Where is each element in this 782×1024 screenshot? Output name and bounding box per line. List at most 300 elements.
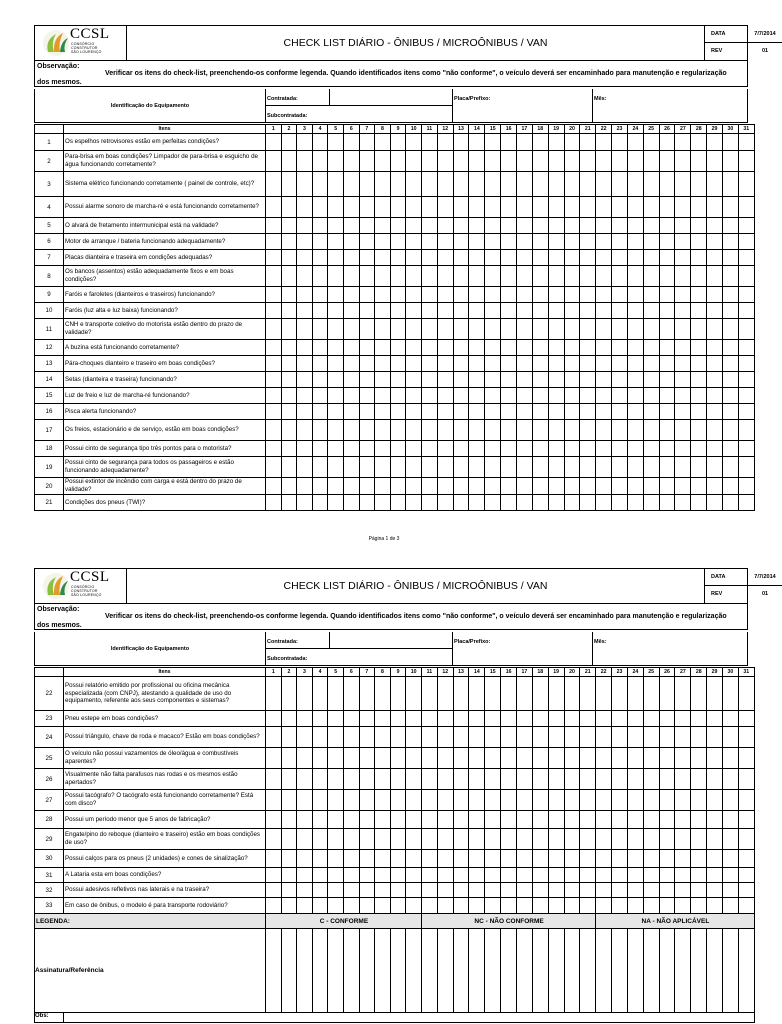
signature-cell[interactable] <box>564 929 580 1013</box>
day-check-cell[interactable] <box>707 372 723 388</box>
day-check-cell[interactable] <box>421 495 437 511</box>
day-check-cell[interactable] <box>469 748 485 769</box>
day-check-cell[interactable] <box>297 711 313 727</box>
day-check-cell[interactable] <box>406 266 422 287</box>
day-check-cell[interactable] <box>580 340 596 356</box>
day-check-cell[interactable] <box>548 287 564 303</box>
day-check-cell[interactable] <box>406 356 422 372</box>
day-check-cell[interactable] <box>548 420 564 441</box>
day-check-cell[interactable] <box>375 197 391 218</box>
day-check-cell[interactable] <box>596 197 612 218</box>
day-check-cell[interactable] <box>580 404 596 420</box>
day-check-cell[interactable] <box>659 319 675 340</box>
day-check-cell[interactable] <box>343 868 359 883</box>
day-check-cell[interactable] <box>532 748 548 769</box>
day-check-cell[interactable] <box>643 372 659 388</box>
day-check-cell[interactable] <box>312 898 328 914</box>
day-check-cell[interactable] <box>612 829 628 850</box>
signature-cell[interactable] <box>343 929 359 1013</box>
day-check-cell[interactable] <box>564 790 580 811</box>
day-check-cell[interactable] <box>328 266 344 287</box>
day-check-cell[interactable] <box>485 829 501 850</box>
day-check-cell[interactable] <box>359 234 375 250</box>
day-check-cell[interactable] <box>501 266 517 287</box>
day-check-cell[interactable] <box>722 197 738 218</box>
day-check-cell[interactable] <box>437 134 453 151</box>
signature-cell[interactable] <box>738 929 754 1013</box>
day-check-cell[interactable] <box>390 748 406 769</box>
day-check-cell[interactable] <box>548 495 564 511</box>
day-check-cell[interactable] <box>485 356 501 372</box>
day-check-cell[interactable] <box>707 478 723 495</box>
day-check-cell[interactable] <box>297 404 313 420</box>
day-check-cell[interactable] <box>485 677 501 711</box>
day-check-cell[interactable] <box>328 883 344 898</box>
day-check-cell[interactable] <box>390 319 406 340</box>
day-check-cell[interactable] <box>485 883 501 898</box>
day-check-cell[interactable] <box>312 883 328 898</box>
day-check-cell[interactable] <box>453 677 469 711</box>
day-check-cell[interactable] <box>281 727 297 748</box>
day-check-cell[interactable] <box>627 404 643 420</box>
day-check-cell[interactable] <box>343 850 359 868</box>
day-check-cell[interactable] <box>612 711 628 727</box>
day-check-cell[interactable] <box>691 478 707 495</box>
day-check-cell[interactable] <box>375 790 391 811</box>
day-check-cell[interactable] <box>532 790 548 811</box>
day-check-cell[interactable] <box>612 790 628 811</box>
obs-field[interactable] <box>64 1013 755 1023</box>
signature-cell[interactable] <box>659 929 675 1013</box>
day-check-cell[interactable] <box>707 234 723 250</box>
day-check-cell[interactable] <box>722 868 738 883</box>
day-check-cell[interactable] <box>421 829 437 850</box>
day-check-cell[interactable] <box>627 340 643 356</box>
day-check-cell[interactable] <box>612 287 628 303</box>
day-check-cell[interactable] <box>406 134 422 151</box>
day-check-cell[interactable] <box>406 234 422 250</box>
day-check-cell[interactable] <box>421 250 437 266</box>
day-check-cell[interactable] <box>627 250 643 266</box>
day-check-cell[interactable] <box>266 134 282 151</box>
day-check-cell[interactable] <box>485 197 501 218</box>
day-check-cell[interactable] <box>517 266 533 287</box>
day-check-cell[interactable] <box>437 478 453 495</box>
day-check-cell[interactable] <box>266 234 282 250</box>
day-check-cell[interactable] <box>738 372 754 388</box>
signature-cell[interactable] <box>627 929 643 1013</box>
day-check-cell[interactable] <box>375 868 391 883</box>
day-check-cell[interactable] <box>612 478 628 495</box>
day-check-cell[interactable] <box>406 218 422 234</box>
day-check-cell[interactable] <box>281 266 297 287</box>
day-check-cell[interactable] <box>738 811 754 829</box>
day-check-cell[interactable] <box>738 287 754 303</box>
day-check-cell[interactable] <box>281 372 297 388</box>
day-check-cell[interactable] <box>675 404 691 420</box>
day-check-cell[interactable] <box>691 677 707 711</box>
day-check-cell[interactable] <box>707 898 723 914</box>
day-check-cell[interactable] <box>406 441 422 457</box>
day-check-cell[interactable] <box>421 319 437 340</box>
day-check-cell[interactable] <box>548 151 564 172</box>
day-check-cell[interactable] <box>406 287 422 303</box>
day-check-cell[interactable] <box>612 883 628 898</box>
day-check-cell[interactable] <box>501 711 517 727</box>
day-check-cell[interactable] <box>564 829 580 850</box>
day-check-cell[interactable] <box>421 404 437 420</box>
day-check-cell[interactable] <box>675 883 691 898</box>
day-check-cell[interactable] <box>627 372 643 388</box>
day-check-cell[interactable] <box>406 711 422 727</box>
day-check-cell[interactable] <box>390 151 406 172</box>
day-check-cell[interactable] <box>738 234 754 250</box>
day-check-cell[interactable] <box>375 303 391 319</box>
day-check-cell[interactable] <box>359 372 375 388</box>
day-check-cell[interactable] <box>532 769 548 790</box>
day-check-cell[interactable] <box>453 218 469 234</box>
day-check-cell[interactable] <box>675 898 691 914</box>
day-check-cell[interactable] <box>359 727 375 748</box>
day-check-cell[interactable] <box>596 250 612 266</box>
day-check-cell[interactable] <box>281 898 297 914</box>
day-check-cell[interactable] <box>359 441 375 457</box>
day-check-cell[interactable] <box>266 898 282 914</box>
day-check-cell[interactable] <box>328 769 344 790</box>
day-check-cell[interactable] <box>738 266 754 287</box>
signature-cell[interactable] <box>421 929 437 1013</box>
day-check-cell[interactable] <box>453 172 469 197</box>
day-check-cell[interactable] <box>675 727 691 748</box>
day-check-cell[interactable] <box>517 303 533 319</box>
day-check-cell[interactable] <box>485 172 501 197</box>
day-check-cell[interactable] <box>643 420 659 441</box>
day-check-cell[interactable] <box>691 868 707 883</box>
day-check-cell[interactable] <box>643 883 659 898</box>
day-check-cell[interactable] <box>453 319 469 340</box>
day-check-cell[interactable] <box>343 234 359 250</box>
day-check-cell[interactable] <box>643 197 659 218</box>
day-check-cell[interactable] <box>659 769 675 790</box>
day-check-cell[interactable] <box>328 287 344 303</box>
day-check-cell[interactable] <box>738 769 754 790</box>
day-check-cell[interactable] <box>580 388 596 404</box>
day-check-cell[interactable] <box>627 356 643 372</box>
day-check-cell[interactable] <box>707 319 723 340</box>
day-check-cell[interactable] <box>691 495 707 511</box>
day-check-cell[interactable] <box>375 495 391 511</box>
day-check-cell[interactable] <box>359 829 375 850</box>
day-check-cell[interactable] <box>738 727 754 748</box>
day-check-cell[interactable] <box>328 388 344 404</box>
day-check-cell[interactable] <box>707 677 723 711</box>
day-check-cell[interactable] <box>312 340 328 356</box>
day-check-cell[interactable] <box>612 495 628 511</box>
day-check-cell[interactable] <box>532 711 548 727</box>
signature-cell[interactable] <box>453 929 469 1013</box>
day-check-cell[interactable] <box>437 404 453 420</box>
day-check-cell[interactable] <box>266 769 282 790</box>
day-check-cell[interactable] <box>643 134 659 151</box>
day-check-cell[interactable] <box>722 172 738 197</box>
day-check-cell[interactable] <box>659 811 675 829</box>
day-check-cell[interactable] <box>453 404 469 420</box>
day-check-cell[interactable] <box>437 898 453 914</box>
day-check-cell[interactable] <box>359 811 375 829</box>
day-check-cell[interactable] <box>580 811 596 829</box>
day-check-cell[interactable] <box>675 372 691 388</box>
day-check-cell[interactable] <box>421 340 437 356</box>
day-check-cell[interactable] <box>659 287 675 303</box>
day-check-cell[interactable] <box>738 388 754 404</box>
day-check-cell[interactable] <box>343 319 359 340</box>
day-check-cell[interactable] <box>659 404 675 420</box>
day-check-cell[interactable] <box>469 829 485 850</box>
day-check-cell[interactable] <box>517 811 533 829</box>
day-check-cell[interactable] <box>297 372 313 388</box>
day-check-cell[interactable] <box>691 883 707 898</box>
day-check-cell[interactable] <box>564 372 580 388</box>
day-check-cell[interactable] <box>517 287 533 303</box>
day-check-cell[interactable] <box>596 172 612 197</box>
day-check-cell[interactable] <box>375 218 391 234</box>
day-check-cell[interactable] <box>328 850 344 868</box>
day-check-cell[interactable] <box>485 287 501 303</box>
signature-cell[interactable] <box>580 929 596 1013</box>
day-check-cell[interactable] <box>485 495 501 511</box>
day-check-cell[interactable] <box>691 850 707 868</box>
day-check-cell[interactable] <box>266 829 282 850</box>
day-check-cell[interactable] <box>328 303 344 319</box>
day-check-cell[interactable] <box>406 883 422 898</box>
day-check-cell[interactable] <box>375 898 391 914</box>
day-check-cell[interactable] <box>485 266 501 287</box>
contratada-field[interactable] <box>329 632 452 649</box>
day-check-cell[interactable] <box>517 457 533 478</box>
day-check-cell[interactable] <box>659 748 675 769</box>
day-check-cell[interactable] <box>266 287 282 303</box>
day-check-cell[interactable] <box>501 172 517 197</box>
day-check-cell[interactable] <box>437 850 453 868</box>
day-check-cell[interactable] <box>469 420 485 441</box>
day-check-cell[interactable] <box>738 829 754 850</box>
day-check-cell[interactable] <box>266 811 282 829</box>
day-check-cell[interactable] <box>691 319 707 340</box>
day-check-cell[interactable] <box>266 303 282 319</box>
day-check-cell[interactable] <box>281 340 297 356</box>
day-check-cell[interactable] <box>564 769 580 790</box>
day-check-cell[interactable] <box>421 234 437 250</box>
day-check-cell[interactable] <box>437 234 453 250</box>
day-check-cell[interactable] <box>675 250 691 266</box>
day-check-cell[interactable] <box>297 266 313 287</box>
day-check-cell[interactable] <box>453 769 469 790</box>
day-check-cell[interactable] <box>312 478 328 495</box>
day-check-cell[interactable] <box>343 372 359 388</box>
day-check-cell[interactable] <box>548 172 564 197</box>
signature-cell[interactable] <box>722 929 738 1013</box>
day-check-cell[interactable] <box>675 420 691 441</box>
day-check-cell[interactable] <box>359 197 375 218</box>
day-check-cell[interactable] <box>517 883 533 898</box>
day-check-cell[interactable] <box>643 478 659 495</box>
day-check-cell[interactable] <box>281 303 297 319</box>
day-check-cell[interactable] <box>406 829 422 850</box>
day-check-cell[interactable] <box>421 303 437 319</box>
day-check-cell[interactable] <box>375 234 391 250</box>
day-check-cell[interactable] <box>580 303 596 319</box>
day-check-cell[interactable] <box>675 172 691 197</box>
day-check-cell[interactable] <box>297 197 313 218</box>
day-check-cell[interactable] <box>297 319 313 340</box>
day-check-cell[interactable] <box>421 883 437 898</box>
day-check-cell[interactable] <box>517 356 533 372</box>
signature-cell[interactable] <box>328 929 344 1013</box>
day-check-cell[interactable] <box>359 266 375 287</box>
day-check-cell[interactable] <box>707 250 723 266</box>
day-check-cell[interactable] <box>722 356 738 372</box>
day-check-cell[interactable] <box>297 234 313 250</box>
day-check-cell[interactable] <box>421 372 437 388</box>
day-check-cell[interactable] <box>343 388 359 404</box>
day-check-cell[interactable] <box>297 898 313 914</box>
day-check-cell[interactable] <box>612 356 628 372</box>
day-check-cell[interactable] <box>469 197 485 218</box>
day-check-cell[interactable] <box>596 677 612 711</box>
day-check-cell[interactable] <box>738 404 754 420</box>
day-check-cell[interactable] <box>707 711 723 727</box>
day-check-cell[interactable] <box>612 388 628 404</box>
day-check-cell[interactable] <box>580 898 596 914</box>
day-check-cell[interactable] <box>375 319 391 340</box>
day-check-cell[interactable] <box>738 748 754 769</box>
day-check-cell[interactable] <box>517 134 533 151</box>
day-check-cell[interactable] <box>643 234 659 250</box>
day-check-cell[interactable] <box>281 457 297 478</box>
day-check-cell[interactable] <box>501 495 517 511</box>
day-check-cell[interactable] <box>675 829 691 850</box>
day-check-cell[interactable] <box>532 850 548 868</box>
day-check-cell[interactable] <box>517 234 533 250</box>
day-check-cell[interactable] <box>297 457 313 478</box>
signature-cell[interactable] <box>596 929 612 1013</box>
day-check-cell[interactable] <box>390 790 406 811</box>
day-check-cell[interactable] <box>297 769 313 790</box>
day-check-cell[interactable] <box>359 868 375 883</box>
day-check-cell[interactable] <box>548 218 564 234</box>
day-check-cell[interactable] <box>328 356 344 372</box>
day-check-cell[interactable] <box>485 850 501 868</box>
day-check-cell[interactable] <box>532 441 548 457</box>
day-check-cell[interactable] <box>691 441 707 457</box>
day-check-cell[interactable] <box>738 303 754 319</box>
day-check-cell[interactable] <box>437 441 453 457</box>
day-check-cell[interactable] <box>501 790 517 811</box>
day-check-cell[interactable] <box>266 218 282 234</box>
day-check-cell[interactable] <box>469 441 485 457</box>
day-check-cell[interactable] <box>469 495 485 511</box>
day-check-cell[interactable] <box>532 829 548 850</box>
day-check-cell[interactable] <box>421 868 437 883</box>
day-check-cell[interactable] <box>722 727 738 748</box>
day-check-cell[interactable] <box>580 250 596 266</box>
day-check-cell[interactable] <box>328 790 344 811</box>
signature-cell[interactable] <box>437 929 453 1013</box>
placa-label[interactable]: Placa/Prefixo: <box>452 632 592 666</box>
day-check-cell[interactable] <box>501 727 517 748</box>
day-check-cell[interactable] <box>548 769 564 790</box>
day-check-cell[interactable] <box>390 388 406 404</box>
day-check-cell[interactable] <box>266 711 282 727</box>
day-check-cell[interactable] <box>406 340 422 356</box>
day-check-cell[interactable] <box>375 457 391 478</box>
day-check-cell[interactable] <box>643 388 659 404</box>
day-check-cell[interactable] <box>266 151 282 172</box>
day-check-cell[interactable] <box>421 898 437 914</box>
day-check-cell[interactable] <box>691 172 707 197</box>
day-check-cell[interactable] <box>675 340 691 356</box>
day-check-cell[interactable] <box>501 748 517 769</box>
day-check-cell[interactable] <box>548 234 564 250</box>
day-check-cell[interactable] <box>707 303 723 319</box>
day-check-cell[interactable] <box>612 769 628 790</box>
day-check-cell[interactable] <box>312 234 328 250</box>
day-check-cell[interactable] <box>312 197 328 218</box>
signature-cell[interactable] <box>485 929 501 1013</box>
day-check-cell[interactable] <box>297 134 313 151</box>
day-check-cell[interactable] <box>627 388 643 404</box>
day-check-cell[interactable] <box>707 134 723 151</box>
day-check-cell[interactable] <box>485 811 501 829</box>
day-check-cell[interactable] <box>281 197 297 218</box>
day-check-cell[interactable] <box>643 441 659 457</box>
day-check-cell[interactable] <box>297 850 313 868</box>
day-check-cell[interactable] <box>548 478 564 495</box>
day-check-cell[interactable] <box>612 404 628 420</box>
day-check-cell[interactable] <box>596 811 612 829</box>
day-check-cell[interactable] <box>564 811 580 829</box>
day-check-cell[interactable] <box>707 495 723 511</box>
day-check-cell[interactable] <box>406 790 422 811</box>
day-check-cell[interactable] <box>722 218 738 234</box>
day-check-cell[interactable] <box>612 898 628 914</box>
day-check-cell[interactable] <box>453 250 469 266</box>
day-check-cell[interactable] <box>517 388 533 404</box>
day-check-cell[interactable] <box>281 829 297 850</box>
day-check-cell[interactable] <box>485 250 501 266</box>
day-check-cell[interactable] <box>675 711 691 727</box>
day-check-cell[interactable] <box>564 303 580 319</box>
day-check-cell[interactable] <box>627 711 643 727</box>
day-check-cell[interactable] <box>564 250 580 266</box>
day-check-cell[interactable] <box>469 372 485 388</box>
day-check-cell[interactable] <box>375 404 391 420</box>
day-check-cell[interactable] <box>469 790 485 811</box>
day-check-cell[interactable] <box>707 151 723 172</box>
day-check-cell[interactable] <box>390 898 406 914</box>
day-check-cell[interactable] <box>532 134 548 151</box>
day-check-cell[interactable] <box>532 319 548 340</box>
day-check-cell[interactable] <box>281 441 297 457</box>
day-check-cell[interactable] <box>517 898 533 914</box>
day-check-cell[interactable] <box>532 898 548 914</box>
day-check-cell[interactable] <box>312 850 328 868</box>
day-check-cell[interactable] <box>266 727 282 748</box>
day-check-cell[interactable] <box>312 134 328 151</box>
day-check-cell[interactable] <box>343 266 359 287</box>
day-check-cell[interactable] <box>596 266 612 287</box>
signature-cell[interactable] <box>281 929 297 1013</box>
